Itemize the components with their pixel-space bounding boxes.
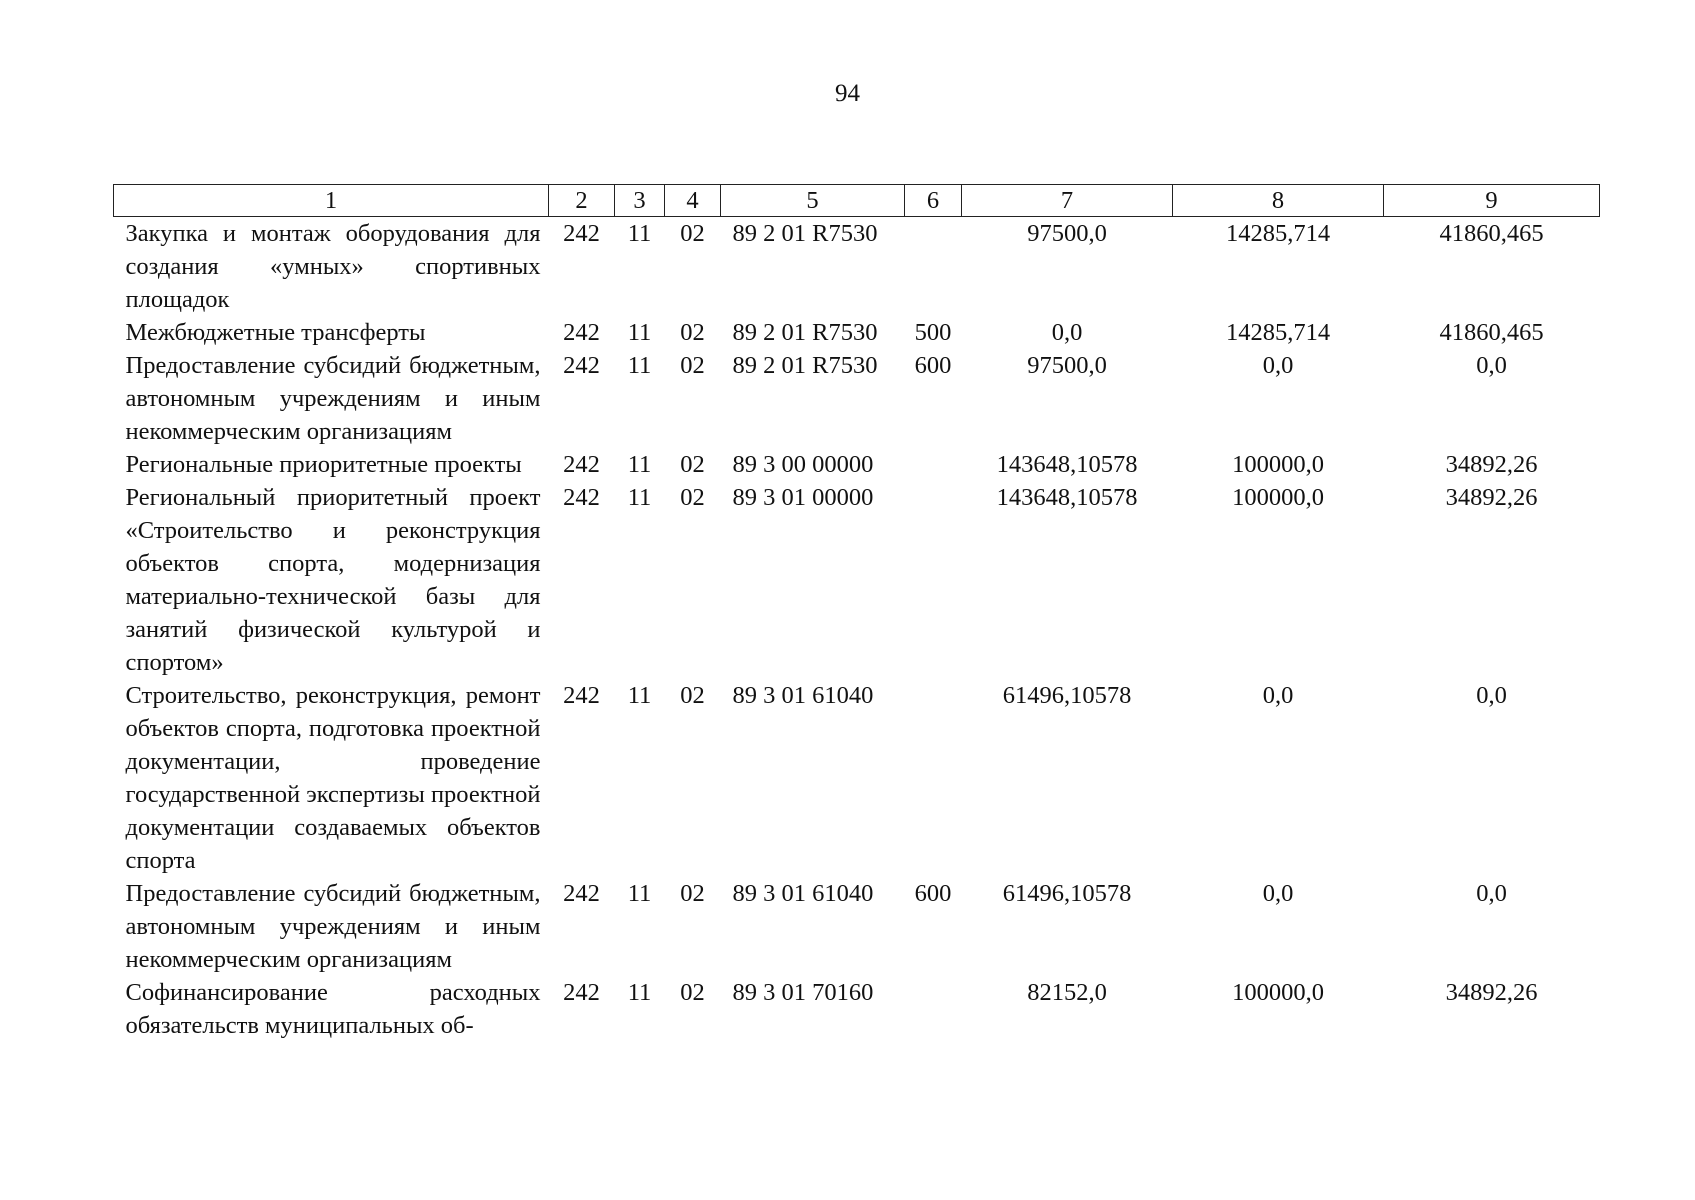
row-amount-col7: 143648,10578 bbox=[996, 451, 1138, 478]
row-target-article: 89 3 00 00000 bbox=[732, 451, 874, 478]
table-row bbox=[114, 976, 1600, 1042]
row-target-article: 89 2 01 R7530 bbox=[732, 352, 878, 379]
row-subsection-code: 02 bbox=[680, 451, 705, 478]
row-expense-type bbox=[905, 481, 962, 679]
table-body bbox=[114, 217, 1600, 1043]
row-subsection-code: 02 bbox=[680, 682, 705, 709]
row-expense-type: 600 bbox=[914, 880, 952, 907]
row-amount-col7: 97500,0 bbox=[1027, 352, 1107, 379]
row-amount-col8: 14285,714 bbox=[1225, 220, 1331, 247]
column-header-8: 8 bbox=[1173, 185, 1384, 217]
row-code-col2: 242 bbox=[563, 484, 600, 511]
row-amount-col9: 34892,26 bbox=[1445, 979, 1538, 1006]
row-subsection-code: 02 bbox=[680, 484, 705, 511]
row-expense-type bbox=[905, 679, 962, 877]
row-code-col2: 242 bbox=[563, 451, 600, 478]
table-row bbox=[114, 316, 1600, 349]
row-subsection-code: 02 bbox=[680, 880, 705, 907]
row-target-article: 89 3 01 61040 bbox=[732, 880, 874, 907]
row-code-col2: 242 bbox=[563, 319, 600, 346]
column-header-1: 1 bbox=[114, 185, 549, 217]
row-code-col2: 242 bbox=[563, 220, 600, 247]
row-section-code: 11 bbox=[627, 319, 652, 346]
column-header-9: 9 bbox=[1384, 185, 1600, 217]
row-code-col2: 242 bbox=[563, 979, 600, 1006]
row-code-col2: 242 bbox=[563, 880, 600, 907]
row-amount-col8: 100000,0 bbox=[1232, 979, 1324, 1006]
row-description: Предоставление субсидий бюджетным, автономным учреждениям и иным некоммерческим организациям bbox=[125, 880, 541, 973]
row-description: Предоставление субсидий бюджетным, автономным учреждениям и иным некоммерческим организациям bbox=[125, 352, 541, 445]
row-section-code: 11 bbox=[627, 880, 652, 907]
row-description: Софинансирование расходных обязательств муниципальных об- bbox=[125, 979, 541, 1039]
row-description: Строительство, реконструкция, ремонт объектов спорта, подготовка проектной документации, проведение государственной экспертизы проектной документации создаваемых объектов спорта bbox=[125, 682, 541, 874]
row-amount-col8: 0,0 bbox=[1262, 352, 1294, 379]
row-description: Закупка и монтаж оборудования для создания «умных» спортивных площадок bbox=[125, 220, 541, 313]
row-amount-col7: 61496,10578 bbox=[1002, 682, 1132, 709]
row-expense-type: 600 bbox=[914, 352, 952, 379]
budget-table-container bbox=[113, 184, 1599, 1042]
table-row bbox=[114, 481, 1600, 679]
header-row bbox=[114, 185, 1600, 217]
row-amount-col9: 34892,26 bbox=[1445, 451, 1538, 478]
table-row bbox=[114, 349, 1600, 448]
row-amount-col8: 14285,714 bbox=[1225, 319, 1331, 346]
row-target-article: 89 2 01 R7530 bbox=[732, 319, 878, 346]
row-expense-type bbox=[905, 976, 962, 1042]
row-section-code: 11 bbox=[627, 220, 652, 247]
row-section-code: 11 bbox=[627, 451, 652, 478]
row-amount-col8: 100000,0 bbox=[1232, 484, 1324, 511]
row-amount-col7: 61496,10578 bbox=[1002, 880, 1132, 907]
table-row bbox=[114, 877, 1600, 976]
row-amount-col9: 41860,465 bbox=[1439, 220, 1544, 247]
row-amount-col7: 82152,0 bbox=[1027, 979, 1107, 1006]
column-header-5: 5 bbox=[721, 185, 905, 217]
table-row bbox=[114, 679, 1600, 877]
row-amount-col9: 34892,26 bbox=[1445, 484, 1538, 511]
row-expense-type: 500 bbox=[914, 319, 952, 346]
row-amount-col9: 0,0 bbox=[1476, 682, 1507, 709]
page-number: 94 bbox=[835, 80, 860, 107]
row-amount-col9: 0,0 bbox=[1476, 352, 1507, 379]
row-expense-type bbox=[905, 217, 962, 317]
row-expense-type bbox=[905, 448, 962, 481]
row-subsection-code: 02 bbox=[680, 979, 705, 1006]
row-amount-col7: 97500,0 bbox=[1027, 220, 1107, 247]
column-header-7: 7 bbox=[962, 185, 1173, 217]
row-description: Межбюджетные трансферты bbox=[125, 319, 426, 346]
row-description: Региональные приоритетные проекты bbox=[125, 451, 522, 478]
row-section-code: 11 bbox=[627, 352, 652, 379]
row-target-article: 89 3 01 61040 bbox=[732, 682, 874, 709]
row-subsection-code: 02 bbox=[680, 220, 705, 247]
row-target-article: 89 2 01 R7530 bbox=[732, 220, 878, 247]
column-header-6: 6 bbox=[905, 185, 962, 217]
row-section-code: 11 bbox=[627, 682, 652, 709]
row-section-code: 11 bbox=[627, 484, 652, 511]
column-header-4: 4 bbox=[665, 185, 721, 217]
row-target-article: 89 3 01 00000 bbox=[732, 484, 874, 511]
table-header bbox=[114, 185, 1600, 217]
row-amount-col9: 0,0 bbox=[1476, 880, 1507, 907]
row-code-col2: 242 bbox=[563, 682, 600, 709]
table-row bbox=[114, 217, 1600, 317]
row-amount-col9: 41860,465 bbox=[1439, 319, 1544, 346]
row-amount-col8: 0,0 bbox=[1262, 682, 1294, 709]
column-header-2: 2 bbox=[549, 185, 615, 217]
row-subsection-code: 02 bbox=[680, 352, 705, 379]
row-amount-col7: 143648,10578 bbox=[996, 484, 1138, 511]
row-description: Региональный приоритетный проект «Строительство и реконструкция объектов спорта, модернизация материально-технической базы для занятий физической культурой и спортом» bbox=[125, 484, 541, 676]
budget-table bbox=[113, 184, 1600, 1042]
table-row bbox=[114, 448, 1600, 481]
row-section-code: 11 bbox=[627, 979, 652, 1006]
row-target-article: 89 3 01 70160 bbox=[732, 979, 874, 1006]
row-amount-col7: 0,0 bbox=[1051, 319, 1083, 346]
row-amount-col8: 100000,0 bbox=[1232, 451, 1324, 478]
row-subsection-code: 02 bbox=[680, 319, 705, 346]
row-amount-col8: 0,0 bbox=[1262, 880, 1294, 907]
row-code-col2: 242 bbox=[563, 352, 600, 379]
column-header-3: 3 bbox=[615, 185, 665, 217]
